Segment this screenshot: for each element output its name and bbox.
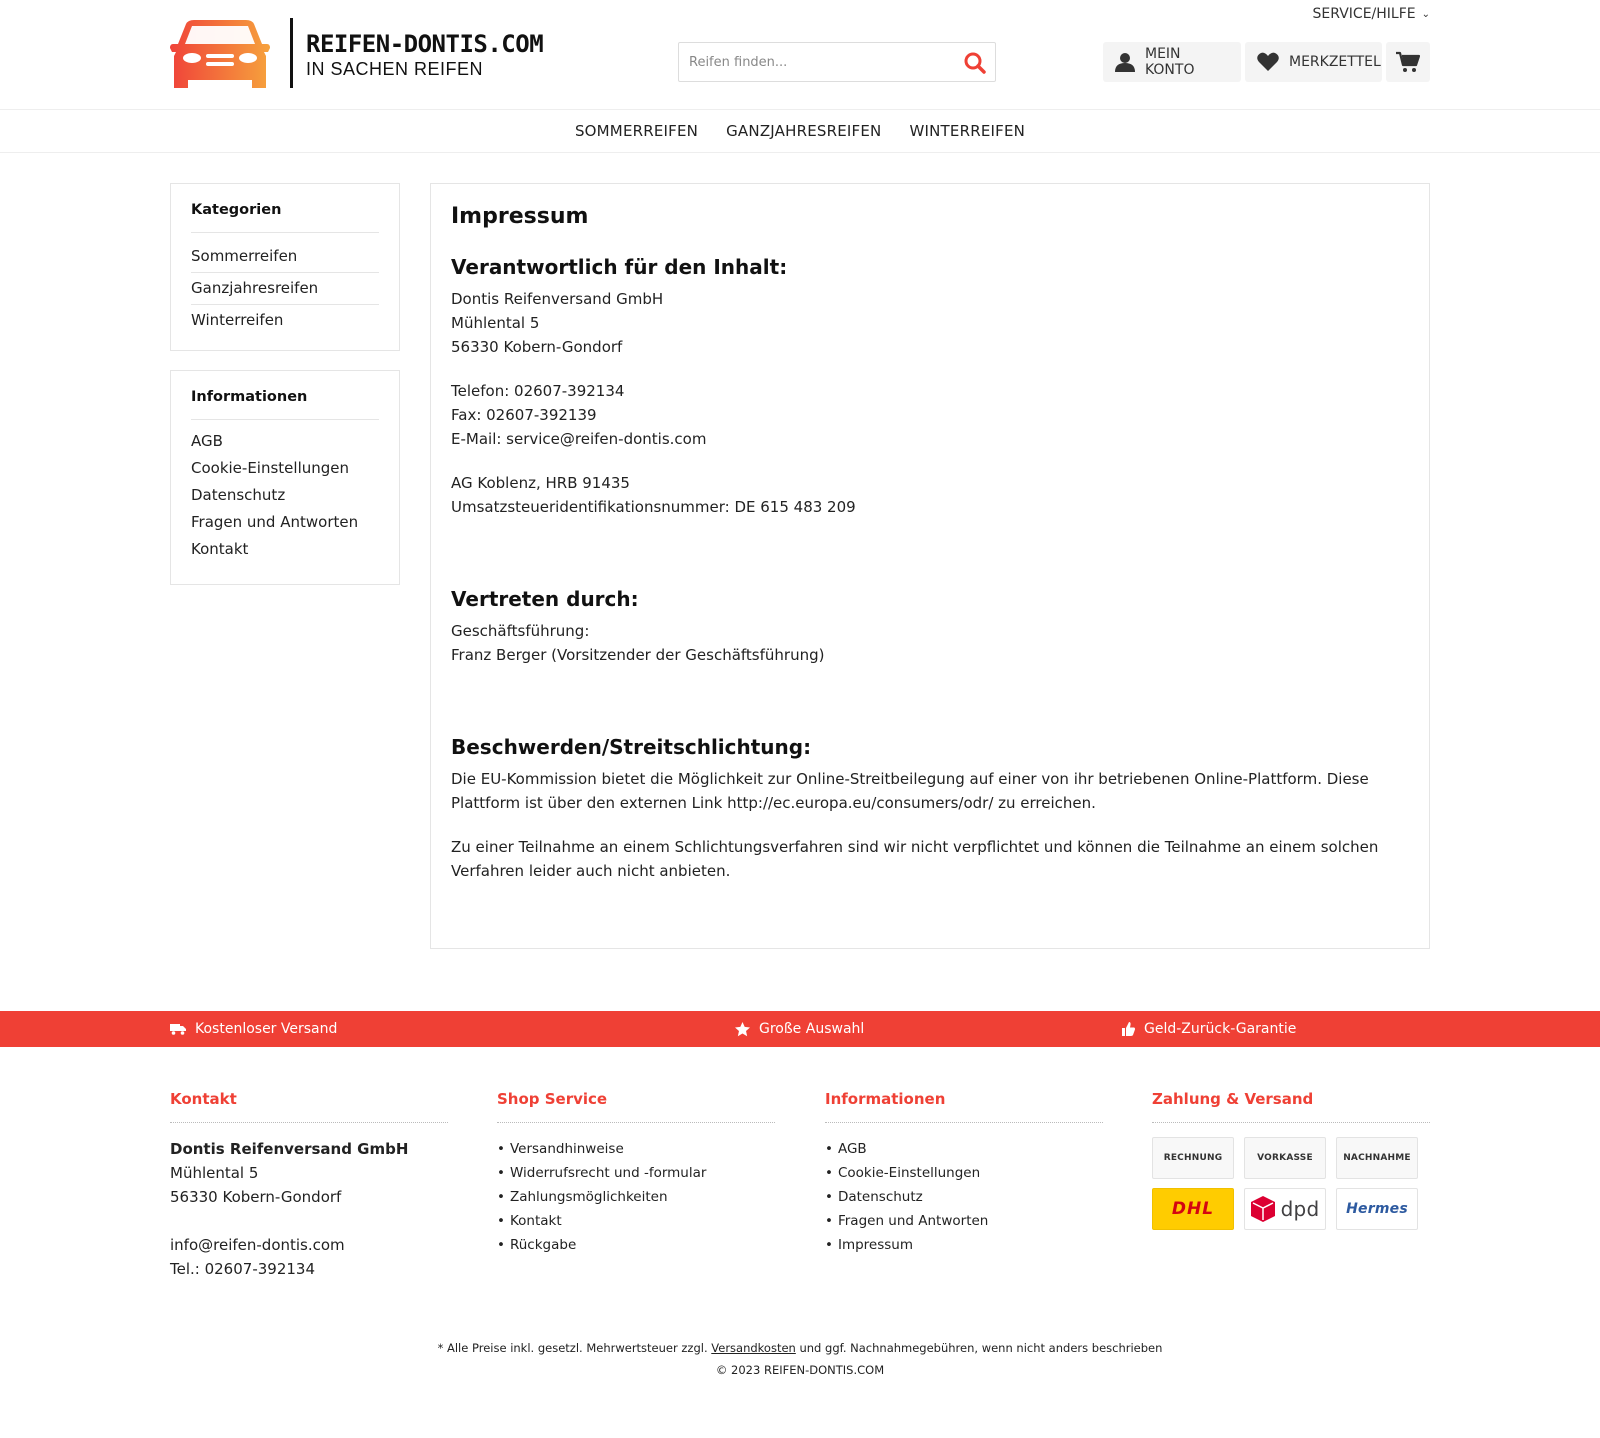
page-title: Impressum bbox=[451, 204, 589, 229]
service-help-label: SERVICE/HILFE bbox=[1312, 6, 1416, 22]
info-link[interactable]: Kontakt bbox=[191, 540, 249, 558]
footer-link[interactable]: • Versandhinweise bbox=[497, 1137, 775, 1161]
dpd-logo bbox=[1244, 1188, 1326, 1230]
payment-logos bbox=[1152, 1137, 1430, 1230]
footer-link[interactable]: • Cookie-Einstellungen bbox=[825, 1161, 1103, 1185]
usp-large-selection bbox=[735, 1021, 864, 1037]
category-item[interactable]: Winterreifen bbox=[191, 311, 284, 329]
heart-icon bbox=[1257, 52, 1279, 72]
service-help-menu[interactable] bbox=[1313, 6, 1430, 22]
thumbs-up-icon bbox=[1122, 1022, 1135, 1036]
nav-summer-tires[interactable]: SOMMERREIFEN bbox=[574, 122, 699, 140]
company-phone: Telefon: 02607-392134 bbox=[451, 382, 625, 400]
company-street: Mühlental 5 bbox=[451, 314, 540, 332]
legal-note-post: und ggf. Nachnahmegebühren, wenn nicht anders beschrieben bbox=[799, 1341, 1163, 1355]
car-logo-icon bbox=[170, 20, 270, 88]
copyright: © 2023 REIFEN-DONTIS.COM bbox=[715, 1363, 885, 1377]
payment-invoice-badge: RECHNUNG bbox=[1152, 1137, 1234, 1179]
dpd-cube-icon bbox=[1251, 1196, 1275, 1222]
footer-pay-title: Zahlung & Versand bbox=[1152, 1090, 1430, 1123]
usp-label: Kostenloser Versand bbox=[195, 1021, 338, 1037]
logo-tagline: IN SACHEN REIFEN bbox=[306, 59, 484, 79]
footer-email[interactable]: info@reifen-dontis.com bbox=[170, 1236, 345, 1254]
company-name: Dontis Reifenversand GmbH bbox=[451, 290, 664, 308]
search-icon[interactable] bbox=[963, 51, 987, 75]
main-navigation bbox=[0, 110, 1600, 153]
cart-icon bbox=[1396, 51, 1420, 73]
info-link[interactable]: AGB bbox=[191, 432, 223, 450]
management-label: Geschäftsführung: bbox=[451, 622, 590, 640]
footer-phone: Tel.: 02607-392134 bbox=[170, 1260, 315, 1278]
section-heading-responsible: Verantwortlich für den Inhalt: bbox=[451, 255, 788, 279]
company-fax: Fax: 02607-392139 bbox=[451, 406, 597, 424]
wishlist-button[interactable] bbox=[1245, 42, 1382, 82]
dhl-logo bbox=[1152, 1188, 1234, 1230]
account-button[interactable] bbox=[1103, 42, 1241, 82]
section-heading-represented: Vertreten durch: bbox=[451, 587, 639, 611]
footer-link[interactable]: • Widerrufsrecht und -formular bbox=[497, 1161, 775, 1185]
footer-info-title: Informationen bbox=[825, 1090, 1103, 1123]
hermes-logo bbox=[1336, 1188, 1418, 1230]
footer-link[interactable]: • Kontakt bbox=[497, 1209, 775, 1233]
star-icon bbox=[735, 1022, 750, 1037]
footer-information bbox=[825, 1090, 1103, 1257]
footer-city: 56330 Kobern-Gondorf bbox=[170, 1188, 342, 1206]
info-link[interactable]: Cookie-Einstellungen bbox=[191, 459, 350, 477]
user-icon bbox=[1115, 52, 1135, 72]
categories-box bbox=[170, 183, 400, 351]
footer-payment-shipping bbox=[1152, 1090, 1430, 1230]
usp-bar bbox=[0, 1011, 1600, 1047]
info-link[interactable]: Fragen und Antworten bbox=[191, 513, 359, 531]
company-email: E-Mail: service@reifen-dontis.com bbox=[451, 430, 707, 448]
disputes-paragraph-2: Zu einer Teilnahme an einem Schlichtungsverfahren sind wir nicht verpflichtet und können die Teilnahme an einem solchen Verfahren leider auch nicht anbieten. bbox=[451, 838, 1379, 880]
shipping-costs-link[interactable]: Versandkosten bbox=[711, 1341, 796, 1355]
footer-link[interactable]: • Fragen und Antworten bbox=[825, 1209, 1103, 1233]
logo-name: REIFEN-DONTIS.COM bbox=[306, 30, 544, 58]
info-link[interactable]: Datenschutz bbox=[191, 486, 286, 504]
footer-shop-title: Shop Service bbox=[497, 1090, 775, 1123]
dhl-logo-text: DHL bbox=[1171, 1199, 1215, 1219]
cart-button[interactable] bbox=[1386, 42, 1430, 82]
logo[interactable] bbox=[170, 18, 544, 88]
legal-note-pre: * Alle Preise inkl. gesetzl. Mehrwertsteuer zzgl. bbox=[437, 1341, 708, 1355]
footer-company: Dontis Reifenversand GmbH bbox=[170, 1140, 409, 1158]
footer-link[interactable]: • AGB bbox=[825, 1137, 1103, 1161]
usp-label: Geld-Zurück-Garantie bbox=[1144, 1021, 1297, 1037]
categories-title: Kategorien bbox=[191, 202, 379, 233]
hermes-logo-text: Hermes bbox=[1346, 1201, 1408, 1217]
legal-note bbox=[0, 1341, 1600, 1355]
header bbox=[0, 0, 1600, 110]
footer-link[interactable]: • Impressum bbox=[825, 1233, 1103, 1257]
nav-winter-tires[interactable]: WINTERREIFEN bbox=[909, 122, 1026, 140]
category-item[interactable]: Sommerreifen bbox=[191, 241, 379, 273]
footer-contact-title: Kontakt bbox=[170, 1090, 448, 1123]
wishlist-label: MERKZETTEL bbox=[1289, 54, 1381, 70]
usp-label: Große Auswahl bbox=[759, 1021, 865, 1037]
footer-street: Mühlental 5 bbox=[170, 1164, 259, 1182]
search-input[interactable] bbox=[679, 43, 939, 81]
information-box bbox=[170, 370, 400, 585]
footer-contact bbox=[170, 1090, 448, 1281]
logo-divider bbox=[290, 18, 293, 88]
footer-shop-service bbox=[497, 1090, 775, 1257]
disputes-paragraph-1: Die EU-Kommission bietet die Möglichkeit zur Online-Streitbeilegung auf einer von ihr betriebenen Online-Plattform. Diese Plattform ist über den externen Link http://ec.europa.eu/consumers/odr/ zu erreichen. bbox=[451, 770, 1369, 812]
payment-cod-badge: NACHNAHME bbox=[1336, 1137, 1418, 1179]
account-label: MEIN KONTO bbox=[1145, 46, 1195, 78]
category-item[interactable]: Ganzjahresreifen bbox=[191, 273, 379, 305]
search-box bbox=[678, 42, 996, 82]
usp-money-back bbox=[1122, 1021, 1296, 1037]
management-name: Franz Berger (Vorsitzender der Geschäftsführung) bbox=[451, 646, 825, 664]
usp-free-shipping bbox=[170, 1021, 337, 1037]
footer-link[interactable]: • Zahlungsmöglichkeiten bbox=[497, 1185, 775, 1209]
nav-allseason-tires[interactable]: GANZJAHRESREIFEN bbox=[726, 122, 882, 140]
dpd-logo-text: dpd bbox=[1280, 1197, 1320, 1221]
footer-link[interactable]: • Datenschutz bbox=[825, 1185, 1103, 1209]
information-title: Informationen bbox=[191, 389, 379, 420]
payment-prepayment-badge: VORKASSE bbox=[1244, 1137, 1326, 1179]
imprint-content bbox=[430, 183, 1430, 949]
truck-icon bbox=[170, 1023, 186, 1035]
footer-link[interactable]: • Rückgabe bbox=[497, 1233, 775, 1257]
company-vat: Umsatzsteueridentifikationsnummer: DE 615 483 209 bbox=[451, 498, 856, 516]
company-city: 56330 Kobern-Gondorf bbox=[451, 338, 623, 356]
chevron-down-icon: ⌄ bbox=[1421, 8, 1430, 20]
section-heading-disputes: Beschwerden/Streitschlichtung: bbox=[451, 735, 812, 759]
company-register: AG Koblenz, HRB 91435 bbox=[451, 474, 630, 492]
